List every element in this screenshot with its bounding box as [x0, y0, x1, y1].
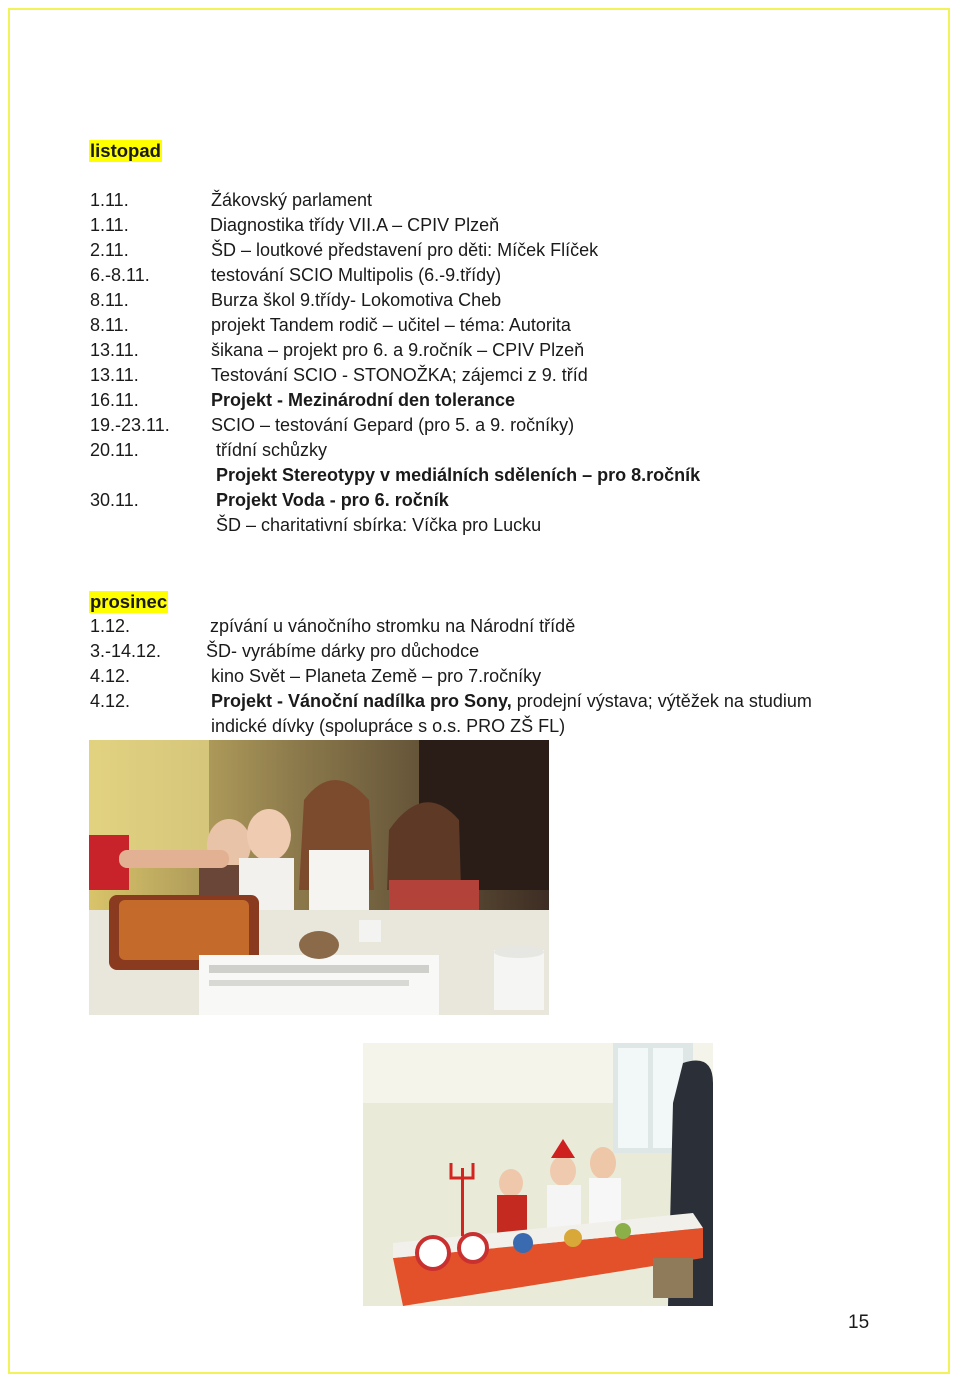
list-item	[0, 238, 960, 263]
entry-text: třídní schůzky	[216, 440, 328, 460]
entry-text: projekt Tandem rodič – učitel – téma: Autorita	[211, 315, 571, 335]
list-item	[0, 513, 960, 538]
entry-date: 1.11.	[90, 215, 129, 235]
entry-date: 20.11.	[90, 440, 139, 460]
entry-date: 1.11.	[90, 190, 129, 210]
list-item	[0, 338, 960, 363]
photo-christmas-sale	[89, 740, 549, 1015]
entry-date: 4.12.	[90, 666, 131, 686]
entry-text: kino Svět – Planeta Země – pro 7.ročníky	[211, 666, 542, 686]
heading-november: listopad	[90, 140, 161, 161]
list-item	[0, 488, 960, 513]
entry-date: 13.11.	[90, 365, 139, 385]
entry-text: Testování SCIO - STONOŽKA; zájemci z 9. tříd	[211, 365, 588, 385]
list-item	[0, 388, 960, 413]
list-item	[0, 213, 960, 238]
entry-date: 13.11.	[90, 340, 139, 360]
entry-text: SCIO – testování Gepard (pro 5. a 9. ročníky)	[211, 415, 575, 435]
heading-december: prosinec	[90, 591, 168, 612]
list-item	[0, 263, 960, 288]
entry-text: Burza škol 9.třídy- Lokomotiva Cheb	[211, 290, 502, 310]
entry-date: 2.11.	[90, 240, 129, 260]
entry-text-rest: prodejní výstava; výtěžek na studium	[511, 691, 812, 711]
page-number: 15	[848, 1312, 870, 1333]
entry-text: Projekt - Mezinárodní den tolerance	[211, 390, 516, 410]
entry-date: 4.12.	[90, 691, 131, 711]
list-item	[0, 463, 960, 488]
entry-date: 6.-8.11.	[90, 265, 150, 285]
entry-text: zpívání u vánočního stromku na Národní třídě	[210, 616, 576, 636]
entry-text: Projekt Voda - pro 6. ročník	[216, 490, 449, 510]
entry-text	[211, 689, 812, 714]
entry-text: ŠD- vyrábíme dárky pro důchodce	[206, 641, 480, 661]
entry-date: 16.11.	[90, 390, 139, 410]
entry-text: Diagnostika třídy VII.A – CPIV Plzeň	[210, 215, 500, 235]
list-item	[0, 639, 960, 664]
entry-text: ŠD – charitativní sbírka: Víčka pro Lucku	[216, 515, 542, 535]
list-item	[0, 363, 960, 388]
list-item	[0, 689, 960, 714]
entry-text: testování SCIO Multipolis (6.-9.třídy)	[211, 265, 502, 285]
list-item	[0, 438, 960, 463]
entry-date: 1.12.	[90, 616, 131, 636]
list-item	[0, 188, 960, 213]
entry-date: 19.-23.11.	[90, 415, 170, 435]
entry-text: indické dívky (spolupráce s o.s. PRO ZŠ FL)	[211, 716, 566, 736]
entry-date: 3.-14.12.	[90, 641, 162, 661]
list-item	[0, 413, 960, 438]
entry-text: Žákovský parlament	[211, 190, 373, 210]
list-item	[0, 664, 960, 689]
entry-text: šikana – projekt pro 6. a 9.ročník – CPIV Plzeň	[211, 340, 585, 360]
list-item	[0, 288, 960, 313]
entry-date: 30.11.	[90, 490, 139, 510]
list-item	[0, 714, 960, 739]
list-item	[0, 614, 960, 639]
entry-text: Projekt Stereotypy v mediálních sděleních – pro 8.ročník	[216, 465, 701, 485]
entry-text: ŠD – loutkové představení pro děti: Míček Flíček	[211, 240, 599, 260]
list-item	[0, 313, 960, 338]
entry-date: 8.11.	[90, 290, 129, 310]
entry-date: 8.11.	[90, 315, 129, 335]
photo-children-sale	[363, 1043, 713, 1306]
entry-text-bold: Projekt - Vánoční nadílka pro Sony,	[211, 691, 512, 711]
